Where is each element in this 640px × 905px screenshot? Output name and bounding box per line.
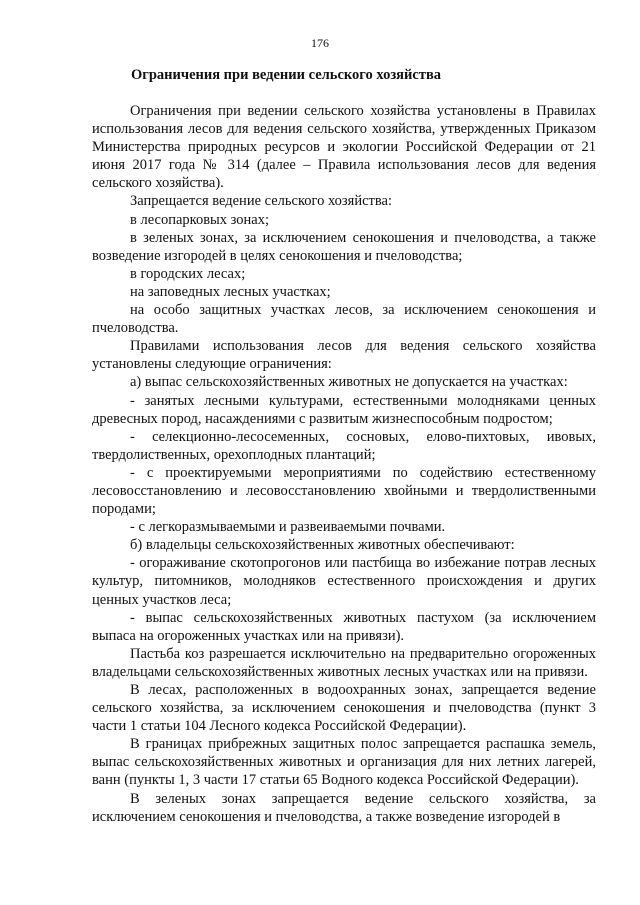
list-item: - с легкоразмываемыми и развеиваемыми почвами. [130,519,446,536]
paragraph: Пастьба коз разрешается исключительно на предварительно огороженных владельцами сельскохозяйственных животных лесных участках или на привязи. [92,645,596,680]
paragraph: Ограничения при ведении сельского хозяйства установлены в Правилах использования лесов для ведения сельского хозяйства, утвержденных Приказом Министерства природных ресурсов и экологии Российской Федерации от 21 июня 2017 года № 314 (далее – Правила использования лесов для ведения сельского хозяйства). [92,103,596,192]
list-item: - выпас сельскохозяйственных животных пастухом (за исключением выпаса на огороженных участках или на привязи). [92,609,596,644]
list-item: а) выпас сельскохозяйственных животных не допускается на участках: [130,374,568,391]
list-item: - с проектируемыми мероприятиями по содействию естественному лесовосстановлению и лесовосстановлению хвойными и твердолиственными породами; [92,464,596,518]
list-item: в зеленых зонах, за исключением сенокошения и пчеловодства, а также возведение изгородей в целях сенокошения и пчеловодства; [92,229,596,264]
list-item: - огораживание скотопрогонов или пастбища во избежание потрав лесных культур, питомников, молодняков естественного происхождения и других ценных участков леса; [92,555,596,608]
paragraph: Запрещается ведение сельского хозяйства: [130,193,392,210]
paragraph: В зеленых зонах запрещается ведение сельского хозяйства, за исключением сенокошения и пчеловодства, а также возведение изгородей в [92,790,596,825]
paragraph: Правилами использования лесов для ведения сельского хозяйства установлены следующие ограничения: [92,338,596,373]
paragraph: В лесах, расположенных в водоохранных зонах, запрещается ведение сельского хозяйства, за исключением сенокошения и пчеловодства (пункт 3 части 1 статьи 104 Лесного кодекса Российской Федерации). [92,682,596,735]
list-item: б) владельцы сельскохозяйственных животных обеспечивают: [130,537,515,554]
page-number: 176 [311,36,329,50]
list-item: на заповедных лесных участках; [130,283,331,300]
paragraph: В границах прибрежных защитных полос запрещается распашка земель, выпас сельскохозяйственных животных и организация для них летних лагерей, ванн (пункты 1, 3 части 17 статьи 65 Водного кодекса Российской Федерации). [92,736,596,789]
section-heading: Ограничения при ведении сельского хозяйства [131,67,442,83]
list-item: на особо защитных участках лесов, за исключением сенокошения и пчеловодства. [92,302,596,337]
list-item: - селекционно-лесосеменных, сосновых, елово-пихтовых, ивовых, твердолиственных, орехоплодных плантаций; [92,428,596,463]
list-item: в городских лесах; [130,265,246,282]
body-text [92,102,596,826]
list-item: в лесопарковых зонах; [130,211,270,228]
list-item: - занятых лесными культурами, естественными молодняками ценных древесных пород, насаждениями с развитым жизнеспособным подростом; [92,392,596,427]
